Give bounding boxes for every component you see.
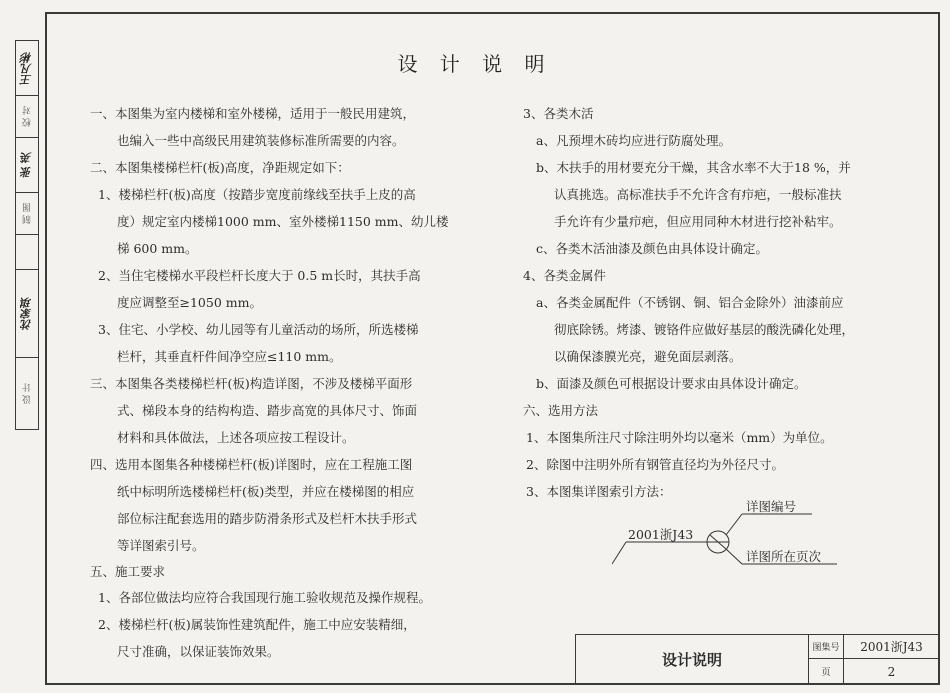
text-line: 1、本图集所注尺寸除注明外均以毫米（mm）为单位。 — [526, 430, 833, 445]
text-line: 3、本图集详图索引方法： — [526, 484, 672, 499]
text-line: 3、住宅、小学校、幼儿园等有儿童活动的场所，所选楼梯 — [98, 322, 419, 337]
text-line: 4、各类金属件 — [523, 268, 606, 283]
text-line: 也编入一些中高级民用建筑装修标准所需要的内容。 — [117, 133, 405, 148]
text-line: 2、楼梯栏杆(板)属装饰性建筑配件，施工中应安装精细， — [98, 617, 416, 632]
page-number: 2 — [887, 664, 896, 679]
text-line: b、木扶手的用材要充分干燥，其含水率不大于18 %，并 — [536, 160, 851, 175]
signature: 张 英 — [20, 152, 33, 178]
title-block — [575, 634, 940, 685]
text-line: a、凡预埋木砖均应进行防腐处理。 — [536, 133, 731, 148]
text-line: 式、梯段本身的结构构造、踏步高宽的具体尺寸、饰面 — [117, 403, 418, 418]
text-line: 1、各部位做法均应符合我国现行施工验收规范及操作规程。 — [98, 590, 431, 605]
text-line: 五、施工要求 — [90, 564, 166, 579]
page-title: 设 计 说 明 — [397, 52, 553, 76]
approval-cell — [16, 193, 38, 235]
approval-cell — [16, 235, 38, 270]
page-label: 页 — [809, 659, 844, 684]
text-line: 彻底除锈。烤漆、镀铬件应做好基层的酸洗磷化处理， — [554, 322, 855, 337]
title-block-title: 设计说明 — [576, 635, 809, 684]
text-line: 3、各类木活 — [523, 106, 594, 121]
text-line: 2、当住宅楼梯水平段栏杆长度大于 0.5 m长时，其扶手高 — [98, 268, 421, 283]
text-line: a、各类金属配件（不锈钢、铜、铝合金除外）油漆前应 — [536, 295, 844, 310]
signature: 沈家琪 — [20, 297, 33, 330]
approval-strip — [15, 40, 39, 430]
text-line: 纸中标明所选楼梯栏杆(板)类型，并应在楼梯图的相应 — [117, 484, 415, 499]
text-line: 四、选用本图集各种楼梯栏杆(板)详图时，应在工程施工图 — [90, 457, 413, 472]
text-line: 度应调整至≥1050 mm。 — [117, 295, 262, 310]
approval-cell — [16, 358, 38, 429]
approval-role-label: 设 计 — [22, 383, 33, 404]
atlas-number-value: 2001浙J43 — [844, 635, 939, 659]
text-line: 三、本图集各类楼梯栏杆(板)构造详图，不涉及楼梯平面形 — [90, 376, 413, 391]
signature: 王凡彬 — [20, 51, 33, 85]
approval-role-label: 制 图 — [22, 203, 33, 224]
approval-cell — [16, 270, 38, 358]
text-line: 认真挑选。高标准扶手不允许含有疖疤，一般标准扶 — [554, 187, 842, 202]
text-line: 以确保漆膜光亮，避免面层剥落。 — [554, 349, 742, 364]
approval-cell — [16, 138, 38, 193]
text-line: b、面漆及颜色可根据设计要求由具体设计确定。 — [536, 376, 807, 391]
text-line: 等详图索引号。 — [117, 538, 205, 553]
atlas-number-label: 图集号 — [809, 635, 844, 659]
text-line: 度）规定室内楼梯1000 mm、室外楼梯1150 mm、幼儿楼 — [117, 214, 449, 229]
detail-index-diagram — [612, 494, 852, 574]
text-line: 1、楼梯栏杆(板)高度（按踏步宽度前缘线至扶手上皮的高 — [98, 187, 416, 202]
atlas-code-label: 2001浙J43 — [628, 527, 694, 542]
text-line: 尺寸准确，以保证装饰效果。 — [117, 644, 280, 659]
text-line: 栏杆，其垂直杆件间净空应≤110 mm。 — [117, 349, 342, 364]
approval-cell — [16, 96, 38, 138]
text-line: 2、除图中注明外所有钢管直径均为外径尺寸。 — [526, 457, 784, 472]
text-line: 一、本图集为室内楼梯和室外楼梯，适用于一般民用建筑， — [90, 106, 416, 121]
detail-number-label: 详图编号 — [746, 499, 797, 514]
text-line: 二、本图集楼梯栏杆(板)高度，净距规定如下： — [90, 160, 350, 175]
detail-page-label: 详图所在页次 — [746, 549, 822, 564]
text-line: 部位标注配套选用的踏步防滑条形式及栏杆木扶手形式 — [117, 511, 418, 526]
text-line: 材料和具体做法，上述各项应按工程设计。 — [117, 430, 355, 445]
approval-role-label: 校 对 — [22, 106, 33, 127]
text-line: 手允许有少量疖疤，但应用同种木材进行挖补粘牢。 — [554, 214, 842, 229]
text-line: 六、选用方法 — [523, 403, 599, 418]
text-line: 梯 600 mm。 — [117, 241, 198, 256]
text-line: c、各类木活油漆及颜色由具体设计确定。 — [536, 241, 769, 256]
